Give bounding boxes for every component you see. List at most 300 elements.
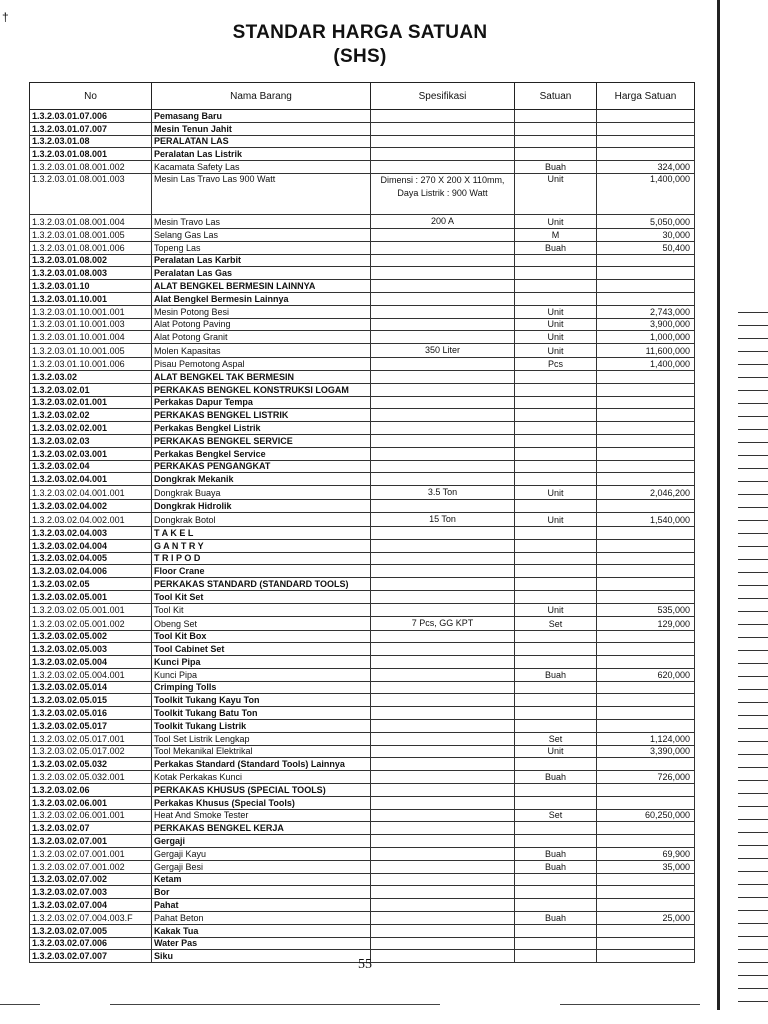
cell-harga: 1,400,000 [597, 358, 695, 371]
cell-no: 1.3.2.03.02.07.007 [30, 950, 152, 963]
edge-tick [738, 755, 768, 768]
cell-harga: 620,000 [597, 668, 695, 681]
cell-spesifikasi [371, 383, 515, 396]
cell-spesifikasi [371, 873, 515, 886]
table-row [30, 292, 695, 305]
table-row [30, 422, 695, 435]
table-row [30, 796, 695, 809]
cell-nama-barang: Kunci Pipa [152, 656, 371, 669]
edge-tick [738, 664, 768, 677]
cell-harga: 5,050,000 [597, 214, 695, 228]
table-row [30, 358, 695, 371]
cell-harga [597, 292, 695, 305]
cell-nama-barang: Dongkrak Hidrolik [152, 500, 371, 513]
cell-no: 1.3.2.03.02.04.006 [30, 565, 152, 578]
cell-harga: 1,540,000 [597, 512, 695, 526]
cell-harga [597, 447, 695, 460]
cell-nama-barang: Tool Cabinet Set [152, 643, 371, 656]
cell-spesifikasi [371, 110, 515, 123]
cell-nama-barang: Perkakas Bengkel Listrik [152, 422, 371, 435]
cell-no: 1.3.2.03.02.05.016 [30, 707, 152, 720]
cell-spesifikasi: 200 A [371, 214, 515, 228]
cell-nama-barang: Mesin Potong Besi [152, 305, 371, 318]
cell-spesifikasi [371, 460, 515, 473]
table-row [30, 860, 695, 873]
table-row [30, 732, 695, 745]
cell-no: 1.3.2.03.02.02.001 [30, 422, 152, 435]
cell-harga [597, 267, 695, 280]
cell-spesifikasi [371, 552, 515, 565]
table-row [30, 822, 695, 835]
cell-spesifikasi [371, 590, 515, 603]
edge-tick [738, 300, 768, 313]
cell-no: 1.3.2.03.02.07.002 [30, 873, 152, 886]
table-row [30, 578, 695, 591]
header-spesifikasi: Spesifikasi [371, 83, 515, 110]
cell-nama-barang: Floor Crane [152, 565, 371, 578]
cell-satuan: Set [515, 616, 597, 630]
table-row [30, 241, 695, 254]
cell-satuan [515, 630, 597, 643]
document-title: STANDAR HARGA SATUAN [232, 22, 488, 43]
cell-harga [597, 135, 695, 148]
table-row [30, 434, 695, 447]
cell-spesifikasi: 3.5 Ton [371, 486, 515, 500]
cell-no: 1.3.2.03.02.04 [30, 460, 152, 473]
edge-tick [738, 326, 768, 339]
cell-nama-barang: Topeng Las [152, 241, 371, 254]
cell-harga: 30,000 [597, 228, 695, 241]
table-row [30, 370, 695, 383]
cell-no: 1.3.2.03.02.05 [30, 578, 152, 591]
edge-tick [738, 989, 768, 1002]
cell-satuan [515, 396, 597, 409]
cell-spesifikasi [371, 409, 515, 422]
cell-satuan [515, 383, 597, 396]
cell-spesifikasi [371, 434, 515, 447]
cell-nama-barang: ALAT BENGKEL BERMESIN LAINNYA [152, 280, 371, 293]
cell-harga [597, 578, 695, 591]
cell-spesifikasi [371, 473, 515, 486]
edge-tick [738, 963, 768, 976]
cell-no: 1.3.2.03.01.08.002 [30, 254, 152, 267]
cell-harga: 2,046,200 [597, 486, 695, 500]
table-row [30, 228, 695, 241]
cell-harga: 60,250,000 [597, 809, 695, 822]
cell-satuan [515, 148, 597, 161]
cell-nama-barang: Kunci Pipa [152, 668, 371, 681]
cell-satuan [515, 937, 597, 950]
table-row [30, 383, 695, 396]
cell-satuan [515, 681, 597, 694]
cell-spesifikasi [371, 370, 515, 383]
cell-harga [597, 630, 695, 643]
cell-satuan [515, 552, 597, 565]
cell-spesifikasi [371, 796, 515, 809]
cell-satuan [515, 758, 597, 771]
table-row [30, 396, 695, 409]
edge-tick [738, 456, 768, 469]
cell-satuan [515, 565, 597, 578]
cell-satuan: Set [515, 732, 597, 745]
cell-nama-barang: Gergaji [152, 835, 371, 848]
cell-nama-barang: G A N T R Y [152, 539, 371, 552]
cell-harga: 11,600,000 [597, 344, 695, 358]
cell-nama-barang: PERKAKAS KHUSUS (SPECIAL TOOLS) [152, 784, 371, 797]
edge-tick [738, 820, 768, 833]
cell-satuan [515, 539, 597, 552]
table-row [30, 886, 695, 899]
edge-tick [738, 742, 768, 755]
edge-tick [738, 443, 768, 456]
cell-nama-barang: Heat And Smoke Tester [152, 809, 371, 822]
table-row [30, 135, 695, 148]
table-row [30, 305, 695, 318]
cell-spesifikasi [371, 860, 515, 873]
cell-nama-barang: Gergaji Kayu [152, 848, 371, 861]
edge-tick [738, 521, 768, 534]
edge-tick [738, 313, 768, 326]
table-row [30, 912, 695, 925]
cell-harga [597, 383, 695, 396]
cell-nama-barang: Toolkit Tukang Batu Ton [152, 707, 371, 720]
cell-spesifikasi [371, 135, 515, 148]
cell-nama-barang: Dongkrak Botol [152, 512, 371, 526]
table-row [30, 835, 695, 848]
cell-spesifikasi [371, 241, 515, 254]
cell-no: 1.3.2.03.02.07.005 [30, 924, 152, 937]
table-row [30, 656, 695, 669]
cell-nama-barang: Ketam [152, 873, 371, 886]
cell-spesifikasi [371, 912, 515, 925]
cell-harga [597, 873, 695, 886]
cell-harga [597, 784, 695, 797]
edge-tick [738, 482, 768, 495]
cell-nama-barang: Gergaji Besi [152, 860, 371, 873]
cell-harga [597, 924, 695, 937]
edge-tick [738, 339, 768, 352]
binding-edge [703, 0, 743, 1024]
cell-no: 1.3.2.03.02.05.001.002 [30, 616, 152, 630]
cell-no: 1.3.2.03.02.07.004.003.F [30, 912, 152, 925]
cell-no: 1.3.2.03.01.08.001.002 [30, 161, 152, 174]
cell-nama-barang: Bor [152, 886, 371, 899]
table-row [30, 784, 695, 797]
cell-satuan: Unit [515, 603, 597, 616]
cell-spesifikasi: 350 Liter [371, 344, 515, 358]
footer-rule [560, 1004, 700, 1005]
table-row [30, 616, 695, 630]
cell-nama-barang: Pahat Beton [152, 912, 371, 925]
table-row [30, 707, 695, 720]
table-row [30, 254, 695, 267]
cell-nama-barang: Peralatan Las Listrik [152, 148, 371, 161]
table-row [30, 280, 695, 293]
cell-harga: 1,400,000 [597, 173, 695, 214]
table-row [30, 848, 695, 861]
cell-harga [597, 656, 695, 669]
table-row [30, 473, 695, 486]
table-row [30, 745, 695, 758]
cell-satuan [515, 409, 597, 422]
table-row [30, 630, 695, 643]
edge-tick [738, 937, 768, 950]
cell-harga [597, 409, 695, 422]
cell-harga [597, 539, 695, 552]
cell-harga [597, 720, 695, 733]
edge-tick [738, 807, 768, 820]
cell-no: 1.3.2.03.01.08.001.005 [30, 228, 152, 241]
table-row [30, 460, 695, 473]
cell-harga [597, 110, 695, 123]
cell-harga [597, 460, 695, 473]
cell-satuan: Buah [515, 241, 597, 254]
cell-no: 1.3.2.03.02.05.001.001 [30, 603, 152, 616]
cell-satuan: Buah [515, 668, 597, 681]
cell-satuan [515, 873, 597, 886]
cell-nama-barang: Alat Potong Granit [152, 331, 371, 344]
edge-tick [738, 651, 768, 664]
cell-spesifikasi [371, 822, 515, 835]
cell-nama-barang: PERALATAN LAS [152, 135, 371, 148]
cell-no: 1.3.2.03.01.08.001 [30, 148, 152, 161]
cell-nama-barang: Obeng Set [152, 616, 371, 630]
cell-no: 1.3.2.03.02.05.002 [30, 630, 152, 643]
price-table [29, 82, 695, 963]
cell-satuan [515, 460, 597, 473]
cell-satuan: Unit [515, 331, 597, 344]
cell-harga [597, 396, 695, 409]
cell-harga [597, 552, 695, 565]
cell-satuan: Unit [515, 318, 597, 331]
cell-no: 1.3.2.03.01.08 [30, 135, 152, 148]
cell-spesifikasi [371, 526, 515, 539]
edge-tick [738, 560, 768, 573]
cell-spesifikasi [371, 422, 515, 435]
cell-harga [597, 422, 695, 435]
cell-no: 1.3.2.03.02.05.017 [30, 720, 152, 733]
table-row [30, 552, 695, 565]
cell-harga [597, 643, 695, 656]
cell-satuan [515, 422, 597, 435]
edge-tick [738, 768, 768, 781]
cell-no: 1.3.2.03.02.05.032.001 [30, 771, 152, 784]
cell-nama-barang: PERKAKAS BENGKEL SERVICE [152, 434, 371, 447]
cell-satuan: Unit [515, 214, 597, 228]
cell-harga [597, 950, 695, 963]
cell-satuan [515, 656, 597, 669]
footer-rule [0, 1004, 40, 1005]
edge-tick [738, 599, 768, 612]
cell-spesifikasi [371, 707, 515, 720]
cell-nama-barang: Tool Kit Set [152, 590, 371, 603]
cell-satuan: Buah [515, 860, 597, 873]
cell-nama-barang: Kacamata Safety Las [152, 161, 371, 174]
cell-spesifikasi [371, 643, 515, 656]
footer-rule [110, 1004, 440, 1005]
cell-satuan: Buah [515, 912, 597, 925]
edge-tick [738, 729, 768, 742]
margin-mark: † [2, 10, 9, 24]
cell-harga [597, 370, 695, 383]
table-row [30, 758, 695, 771]
cell-nama-barang: Peralatan Las Karbit [152, 254, 371, 267]
cell-satuan [515, 254, 597, 267]
cell-nama-barang: Siku [152, 950, 371, 963]
cell-satuan [515, 447, 597, 460]
table-row [30, 565, 695, 578]
cell-satuan [515, 720, 597, 733]
edge-tick [738, 898, 768, 911]
cell-no: 1.3.2.03.02.07.006 [30, 937, 152, 950]
edge-tick [738, 690, 768, 703]
table-row [30, 809, 695, 822]
table-row [30, 771, 695, 784]
cell-nama-barang: Perkakas Dapur Tempa [152, 396, 371, 409]
cell-spesifikasi [371, 899, 515, 912]
header-nama-barang: Nama Barang [152, 83, 371, 110]
cell-no: 1.3.2.03.02.06 [30, 784, 152, 797]
cell-satuan [515, 578, 597, 591]
cell-no: 1.3.2.03.01.08.001.004 [30, 214, 152, 228]
cell-nama-barang: Kakak Tua [152, 924, 371, 937]
cell-no: 1.3.2.03.02.07.003 [30, 886, 152, 899]
edge-tick [738, 976, 768, 989]
cell-nama-barang: Mesin Tenun Jahit [152, 122, 371, 135]
cell-satuan: Unit [515, 486, 597, 500]
table-row [30, 937, 695, 950]
cell-nama-barang: PERKAKAS PENGANGKAT [152, 460, 371, 473]
cell-nama-barang: Toolkit Tukang Kayu Ton [152, 694, 371, 707]
table-header-row [30, 83, 695, 110]
edge-tick [738, 534, 768, 547]
cell-spesifikasi [371, 254, 515, 267]
cell-no: 1.3.2.03.02.04.001.001 [30, 486, 152, 500]
cell-satuan [515, 135, 597, 148]
cell-satuan [515, 899, 597, 912]
cell-satuan [515, 434, 597, 447]
table-row [30, 526, 695, 539]
cell-satuan [515, 292, 597, 305]
cell-no: 1.3.2.03.01.10.001.004 [30, 331, 152, 344]
cell-harga [597, 886, 695, 899]
edge-tick [738, 677, 768, 690]
cell-satuan: Unit [515, 173, 597, 214]
cell-harga [597, 694, 695, 707]
cell-spesifikasi [371, 305, 515, 318]
cell-satuan [515, 835, 597, 848]
edge-tick [738, 716, 768, 729]
table-row [30, 331, 695, 344]
edge-tick [738, 612, 768, 625]
edge-tick [738, 404, 768, 417]
cell-spesifikasi [371, 681, 515, 694]
header-no: No [30, 83, 152, 110]
table-row [30, 681, 695, 694]
table-row [30, 214, 695, 228]
cell-nama-barang: Crimping Tolls [152, 681, 371, 694]
table-row [30, 110, 695, 123]
cell-no: 1.3.2.03.02.02 [30, 409, 152, 422]
edge-tick [738, 573, 768, 586]
edge-tick [738, 586, 768, 599]
cell-nama-barang: Molen Kapasitas [152, 344, 371, 358]
cell-satuan: Buah [515, 161, 597, 174]
table-row [30, 603, 695, 616]
cell-harga: 1,124,000 [597, 732, 695, 745]
cell-spesifikasi: Dimensi : 270 X 200 X 110mm, Daya Listrik : 900 Watt [371, 173, 515, 214]
cell-satuan [515, 280, 597, 293]
cell-spesifikasi [371, 539, 515, 552]
table-row [30, 148, 695, 161]
edge-tick [738, 508, 768, 521]
cell-harga [597, 434, 695, 447]
cell-satuan [515, 694, 597, 707]
cell-spesifikasi [371, 603, 515, 616]
cell-no: 1.3.2.03.02.03 [30, 434, 152, 447]
cell-nama-barang: Peralatan Las Gas [152, 267, 371, 280]
cell-no: 1.3.2.03.02.01.001 [30, 396, 152, 409]
cell-harga [597, 937, 695, 950]
edge-tick [738, 469, 768, 482]
edge-tick [738, 625, 768, 638]
cell-spesifikasi [371, 732, 515, 745]
edge-tick [738, 794, 768, 807]
cell-satuan [515, 950, 597, 963]
cell-satuan [515, 784, 597, 797]
cell-nama-barang: Tool Set Listrik Lengkap [152, 732, 371, 745]
cell-nama-barang: ALAT BENGKEL TAK BERMESIN [152, 370, 371, 383]
header-satuan: Satuan [515, 83, 597, 110]
cell-harga: 50,400 [597, 241, 695, 254]
cell-no: 1.3.2.03.02.06.001 [30, 796, 152, 809]
edge-tick [738, 846, 768, 859]
binding-line [717, 0, 720, 1010]
cell-spesifikasi [371, 668, 515, 681]
cell-satuan [515, 110, 597, 123]
cell-no: 1.3.2.03.01.10.001.005 [30, 344, 152, 358]
cell-nama-barang: Tool Mekanikal Elektrikal [152, 745, 371, 758]
cell-nama-barang: T A K E L [152, 526, 371, 539]
cell-satuan: Unit [515, 745, 597, 758]
cell-satuan [515, 267, 597, 280]
cell-nama-barang: Pemasang Baru [152, 110, 371, 123]
cell-no: 1.3.2.03.02.05.004.001 [30, 668, 152, 681]
edge-tick [738, 703, 768, 716]
table-row [30, 267, 695, 280]
cell-harga: 129,000 [597, 616, 695, 630]
edge-tick [738, 859, 768, 872]
cell-no: 1.3.2.03.01.08.001.006 [30, 241, 152, 254]
cell-harga [597, 254, 695, 267]
cell-satuan: Buah [515, 848, 597, 861]
cell-satuan [515, 526, 597, 539]
cell-harga: 726,000 [597, 771, 695, 784]
cell-nama-barang: Alat Bengkel Bermesin Lainnya [152, 292, 371, 305]
cell-harga [597, 280, 695, 293]
cell-spesifikasi [371, 656, 515, 669]
cell-spesifikasi [371, 758, 515, 771]
cell-satuan: Pcs [515, 358, 597, 371]
cell-nama-barang: PERKAKAS BENGKEL LISTRIK [152, 409, 371, 422]
table-row [30, 694, 695, 707]
cell-spesifikasi [371, 161, 515, 174]
cell-no: 1.3.2.03.02.07.001.001 [30, 848, 152, 861]
cell-spesifikasi [371, 809, 515, 822]
cell-no: 1.3.2.03.02.05.014 [30, 681, 152, 694]
cell-no: 1.3.2.03.02.06.001.001 [30, 809, 152, 822]
cell-harga: 3,900,000 [597, 318, 695, 331]
